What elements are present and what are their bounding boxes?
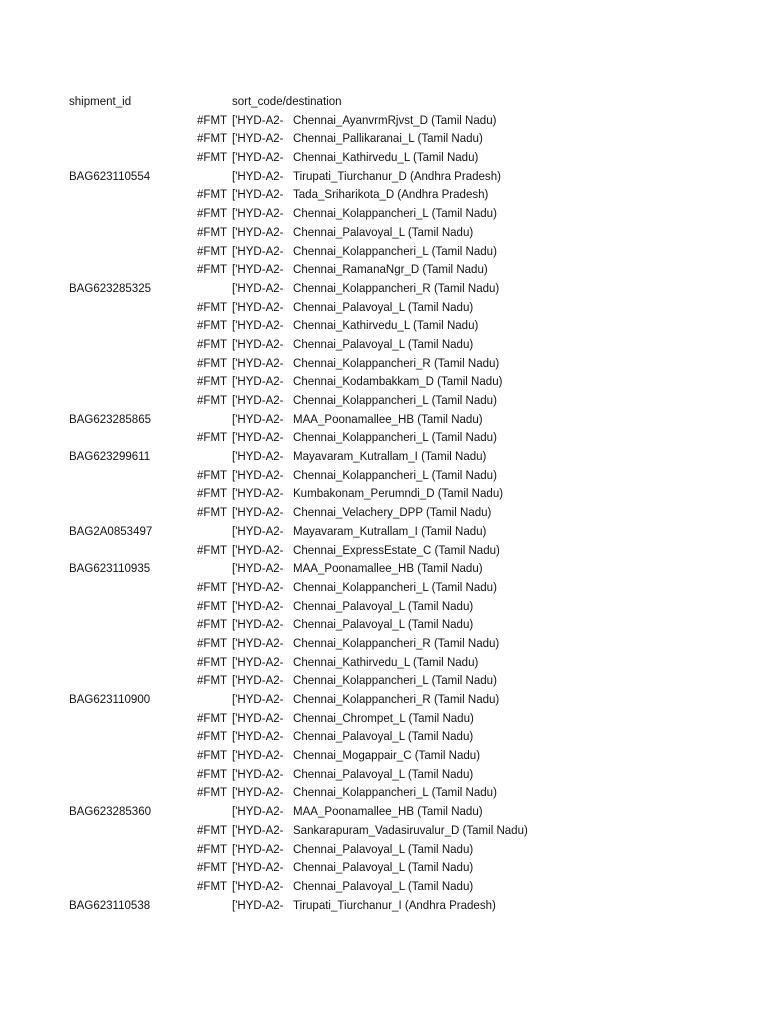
table-row [0,335,768,354]
destination-cell: Chennai_Mogappair_C (Tamil Nadu) [293,748,481,763]
sort-code-cell: ['HYD-A2- [232,635,284,650]
table-row [0,185,768,204]
destination-cell: Chennai_Kathirvedu_L (Tamil Nadu) [293,318,479,333]
fmt-flag-cell: #FMT [197,729,228,744]
sort-code-cell: ['HYD-A2- [232,355,284,370]
fmt-flag-cell: #FMT [197,112,228,127]
table-row [0,242,768,261]
destination-cell: Chennai_Palavoyal_L (Tamil Nadu) [293,766,474,781]
table-row [0,204,768,223]
sort-code-cell: ['HYD-A2- [232,243,284,258]
table-row [0,746,768,765]
destination-cell: Chennai_Kolappancheri_L (Tamil Nadu) [293,393,497,407]
fmt-flag-cell: #FMT [197,710,228,725]
shipment-id-cell: BAG623110538 [69,897,151,912]
shipment-id-cell: BAG623110554 [69,168,151,183]
destination-cell: Chennai_Kolappancheri_R (Tamil Nadu) [293,635,500,650]
destination-cell: Chennai_Palavoyal_L (Tamil Nadu) [293,860,474,875]
table-row [0,653,768,672]
sort-code-cell: ['HYD-A2- [232,467,284,482]
destination-cell: Chennai_Kolappancheri_L (Tamil Nadu) [293,243,497,258]
destination-cell: Chennai_Kolappancheri_R (Tamil Nadu) [293,280,500,295]
fmt-flag-cell: #FMT [197,579,228,594]
destination-cell: Chennai_Palavoyal_L (Tamil Nadu) [293,617,474,632]
fmt-flag-cell: #FMT [197,131,228,146]
destination-cell: MAA_Poonamallee_HB (Tamil Nadu) [293,411,483,426]
fmt-flag-cell: #FMT [197,841,228,856]
destination-cell: Chennai_Kathirvedu_L (Tamil Nadu) [293,150,479,165]
sort-code-cell: ['HYD-A2- [232,299,284,314]
table-row [0,111,768,130]
table-body [0,111,768,915]
destination-cell: Chennai_Kolappancheri_L (Tamil Nadu) [293,467,497,482]
fmt-flag-cell: #FMT [197,654,228,669]
destination-cell: Chennai_Palavoyal_L (Tamil Nadu) [293,224,474,239]
fmt-flag-cell: #FMT [197,150,228,165]
table-row [0,522,768,541]
sort-code-cell: ['HYD-A2- [232,785,284,800]
table-row [0,783,768,802]
sort-code-cell: ['HYD-A2- [232,336,284,351]
table-row [0,129,768,148]
shipment-id-cell: BAG623110900 [69,692,151,706]
table-row [0,840,768,859]
destination-cell: Chennai_Kodambakkam_D (Tamil Nadu) [293,374,503,389]
table-row [0,484,768,503]
destination-cell: Chennai_Kolappancheri_R (Tamil Nadu) [293,355,500,370]
table-row [0,765,768,784]
destination-cell: Chennai_Kolappancheri_L (Tamil Nadu) [293,430,497,445]
fmt-flag-cell: #FMT [197,467,228,482]
shipment-id-cell: BAG623299611 [69,449,151,464]
fmt-flag-cell: #FMT [197,374,228,389]
table-row [0,279,768,298]
shipment-id-cell: BAG623285360 [69,804,152,819]
table-row [0,167,768,186]
table-row [0,503,768,522]
sort-code-cell: ['HYD-A2- [232,523,284,538]
destination-cell: Chennai_Velachery_DPP (Tamil Nadu) [293,505,492,520]
destination-cell: Chennai_Palavoyal_L (Tamil Nadu) [293,299,474,314]
table-row [0,410,768,429]
destination-cell: Chennai_Palavoyal_L (Tamil Nadu) [293,878,474,893]
fmt-flag-cell: #FMT [197,748,228,763]
sort-code-cell: ['HYD-A2- [232,430,284,445]
destination-cell: Chennai_Pallikaranai_L (Tamil Nadu) [293,131,483,146]
sort-code-cell: ['HYD-A2- [232,187,284,202]
destination-cell: Chennai_Palavoyal_L (Tamil Nadu) [293,841,474,856]
sort-code-cell: ['HYD-A2- [232,822,284,837]
fmt-flag-cell: #FMT [197,355,228,370]
sort-code-cell: ['HYD-A2- [232,673,284,688]
destination-cell: Mayavaram_Kutrallam_I (Tamil Nadu) [293,449,487,464]
destination-cell: Chennai_RamanaNgr_D (Tamil Nadu) [293,262,488,277]
destination-cell: MAA_Poonamallee_HB (Tamil Nadu) [293,804,483,819]
destination-cell: Mayavaram_Kutrallam_I (Tamil Nadu) [293,523,487,538]
shipment-id-cell: BAG623110935 [69,561,151,576]
sort-code-cell: ['HYD-A2- [232,318,284,333]
destination-cell: Chennai_Kolappancheri_L (Tamil Nadu) [293,673,497,688]
destination-cell: Chennai_ExpressEstate_C (Tamil Nadu) [293,542,500,557]
destination-cell: MAA_Poonamallee_HB (Tamil Nadu) [293,561,483,576]
sort-code-cell: ['HYD-A2- [232,860,284,875]
shipment-sheet [0,92,768,914]
sort-code-cell: ['HYD-A2- [232,748,284,763]
sort-code-cell: ['HYD-A2- [232,206,284,221]
fmt-flag-cell: #FMT [197,336,228,351]
table-row [0,316,768,335]
table-row [0,447,768,466]
sort-code-cell: ['HYD-A2- [232,598,284,613]
sort-code-cell: ['HYD-A2- [232,224,284,239]
fmt-flag-cell: #FMT [197,262,228,277]
destination-cell: Tada_Sriharikota_D (Andhra Pradesh) [293,187,489,202]
fmt-flag-cell: #FMT [197,673,228,688]
fmt-flag-cell: #FMT [197,318,228,333]
sort-code-cell: ['HYD-A2- [232,411,284,426]
sort-code-cell: ['HYD-A2- [232,131,284,146]
table-row [0,877,768,896]
table-row [0,578,768,597]
fmt-flag-cell: #FMT [197,206,228,221]
table-row [0,298,768,317]
fmt-flag-cell: #FMT [197,299,228,314]
fmt-flag-cell: #FMT [197,224,228,239]
fmt-flag-cell: #FMT [197,243,228,258]
sort-code-cell: ['HYD-A2- [232,617,284,632]
destination-cell: Kumbakonam_Perumndi_D (Tamil Nadu) [293,486,504,501]
sort-code-cell: ['HYD-A2- [232,841,284,856]
shipment-id-cell: BAG623285865 [69,411,152,426]
destination-cell: Tirupati_Tiurchanur_I (Andhra Pradesh) [293,897,496,912]
fmt-flag-cell: #FMT [197,635,228,650]
table-row [0,541,768,560]
sort-code-cell: ['HYD-A2- [232,561,284,576]
sort-code-cell: ['HYD-A2- [232,393,284,407]
table-row [0,391,768,410]
table-row [0,821,768,840]
table-row [0,690,768,709]
fmt-flag-cell: #FMT [197,878,228,893]
table-row [0,615,768,634]
sort-code-cell: ['HYD-A2- [232,150,284,165]
fmt-flag-cell: #FMT [197,822,228,837]
sort-code-cell: ['HYD-A2- [232,486,284,501]
fmt-flag-cell: #FMT [197,860,228,875]
destination-cell: Sankarapuram_Vadasiruvalur_D (Tamil Nadu) [293,822,528,837]
destination-cell: Chennai_Palavoyal_L (Tamil Nadu) [293,598,474,613]
destination-cell: Chennai_Kathirvedu_L (Tamil Nadu) [293,654,479,669]
header-row [0,92,768,111]
destination-cell: Chennai_AyanvrmRjvst_D (Tamil Nadu) [293,112,497,127]
table-row [0,858,768,877]
table-row [0,802,768,821]
sort-code-cell: ['HYD-A2- [232,374,284,389]
sort-code-cell: ['HYD-A2- [232,692,284,706]
table-row [0,372,768,391]
fmt-flag-cell: #FMT [197,766,228,781]
fmt-flag-cell: #FMT [197,542,228,557]
fmt-flag-cell: #FMT [197,393,228,407]
sort-code-cell: ['HYD-A2- [232,449,284,464]
table-row [0,428,768,447]
sort-code-cell: ['HYD-A2- [232,897,284,912]
fmt-flag-cell: #FMT [197,785,228,800]
table-row [0,597,768,616]
table-row [0,260,768,279]
sort-code-cell: ['HYD-A2- [232,878,284,893]
fmt-flag-cell: #FMT [197,486,228,501]
destination-cell: Chennai_Chrompet_L (Tamil Nadu) [293,710,474,725]
table-row [0,354,768,373]
destination-cell: Chennai_Kolappancheri_L (Tamil Nadu) [293,579,497,594]
sort-code-cell: ['HYD-A2- [232,804,284,819]
sort-code-cell: ['HYD-A2- [232,579,284,594]
sort-code-cell: ['HYD-A2- [232,280,284,295]
fmt-flag-cell: #FMT [197,505,228,520]
table-row [0,148,768,167]
shipment-id-cell: BAG2A0853497 [69,523,153,538]
shipment-id-cell: BAG623285325 [69,280,152,295]
table-row [0,671,768,690]
fmt-flag-cell: #FMT [197,617,228,632]
table-row [0,466,768,485]
sort-code-cell: ['HYD-A2- [232,710,284,725]
destination-cell: Chennai_Palavoyal_L (Tamil Nadu) [293,336,474,351]
sort-code-cell: ['HYD-A2- [232,654,284,669]
destination-cell: Chennai_Kolappancheri_L (Tamil Nadu) [293,206,497,221]
fmt-flag-cell: #FMT [197,187,228,202]
sort-code-cell: ['HYD-A2- [232,505,284,520]
table-row [0,223,768,242]
table-row [0,709,768,728]
sort-code-cell: ['HYD-A2- [232,766,284,781]
sort-code-cell: ['HYD-A2- [232,262,284,277]
destination-cell: Chennai_Kolappancheri_L (Tamil Nadu) [293,785,497,800]
sort-code-cell: ['HYD-A2- [232,729,284,744]
destination-cell: Chennai_Palavoyal_L (Tamil Nadu) [293,729,474,744]
fmt-flag-cell: #FMT [197,430,228,445]
table-row [0,727,768,746]
table-row [0,634,768,653]
header-sort-code-destination: sort_code/destination [232,94,342,108]
sort-code-cell: ['HYD-A2- [232,112,284,127]
fmt-flag-cell: #FMT [197,598,228,613]
header-shipment-id: shipment_id [69,94,132,108]
destination-cell: Chennai_Kolappancheri_R (Tamil Nadu) [293,692,500,706]
sort-code-cell: ['HYD-A2- [232,542,284,557]
table-row [0,559,768,578]
table-row [0,896,768,915]
sort-code-cell: ['HYD-A2- [232,168,284,183]
destination-cell: Tirupati_Tiurchanur_D (Andhra Pradesh) [293,168,501,183]
